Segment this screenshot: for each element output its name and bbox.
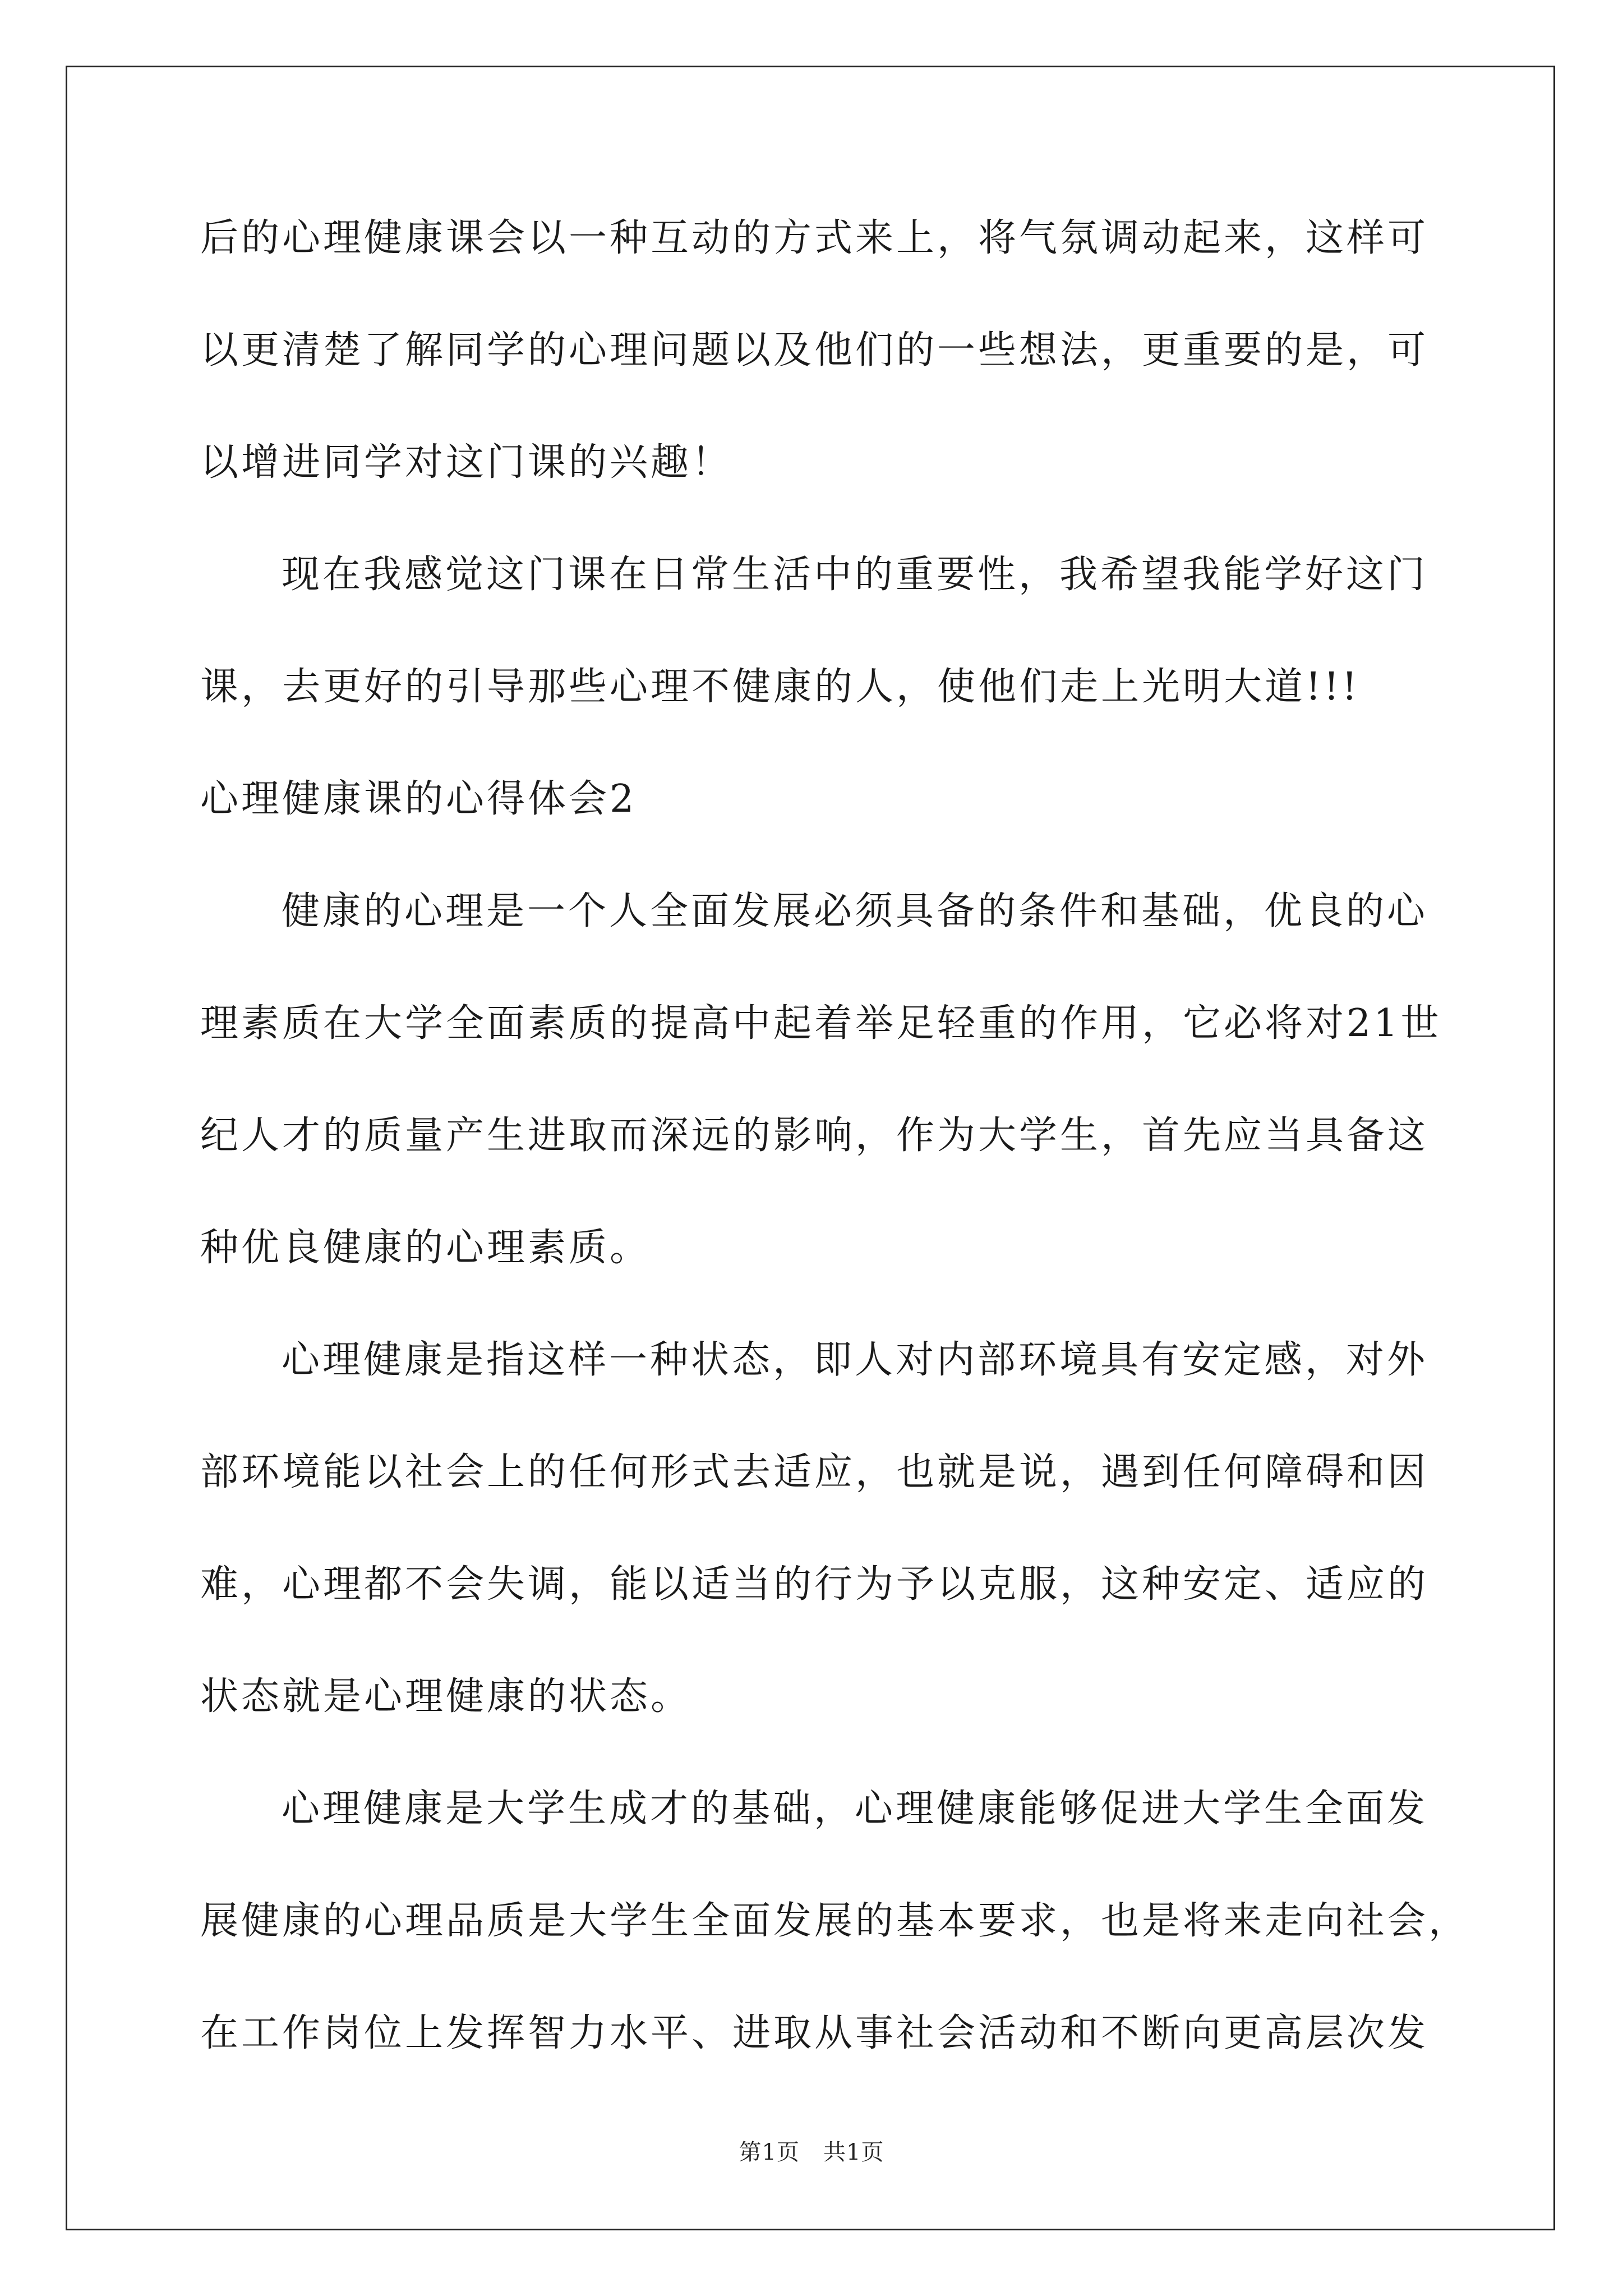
- paragraph-start-line: 心理健康是大学生成才的基础，心理健康能够促进大学生全面发: [282, 1787, 1428, 1831]
- text-line: 难，心理都不会失调，能以适当的行为予以克服，这种安定、适应的: [200, 1562, 1429, 1607]
- text-line: 以增进同学对这门课的兴趣！: [200, 440, 733, 485]
- text-line: 课，去更好的引导那些心理不健康的人，使他们走上光明大道!!!: [200, 665, 1360, 709]
- paragraph-start-line: 现在我感觉这门课在日常生活中的重要性，我希望我能学好这门: [282, 553, 1428, 597]
- paragraph-start-line: 健康的心理是一个人全面发展必须具备的条件和基础，优良的心: [282, 889, 1428, 933]
- paragraph-start-line: 心理健康是指这样一种状态，即人对内部环境具有安定感，对外: [282, 1338, 1428, 1382]
- text-line: 部环境能以社会上的任何形式去适应，也就是说，遇到任何障碍和因: [200, 1450, 1429, 1494]
- section-heading: 心理健康课的心得体会2: [200, 777, 637, 821]
- text-line: 理素质在大学全面素质的提高中起着举足轻重的作用，它必将对21世: [200, 1001, 1442, 1046]
- text-line: 后的心理健康课会以一种互动的方式来上，将气氛调动起来，这样可: [200, 216, 1429, 260]
- page-number: 第1页: [739, 2139, 800, 2165]
- text-line: 在工作岗位上发挥智力水平、进取从事社会活动和不断向更高层次发: [200, 2011, 1429, 2055]
- text-line: 纪人才的质量产生进取而深远的影响，作为大学生，首先应当具备这: [200, 1114, 1429, 1158]
- document-body: [200, 210, 1470, 2118]
- text-line: 种优良健康的心理素质。: [200, 1226, 651, 1270]
- page-footer: [0, 2134, 1623, 2166]
- text-line: 状态就是心理健康的状态。: [200, 1674, 692, 1719]
- text-line: 以更清楚了解同学的心理问题以及他们的一些想法，更重要的是，可: [200, 328, 1429, 372]
- page-total: 共1页: [823, 2139, 884, 2165]
- text-line: 展健康的心理品质是大学生全面发展的基本要求，也是将来走向社会，: [200, 1899, 1470, 1943]
